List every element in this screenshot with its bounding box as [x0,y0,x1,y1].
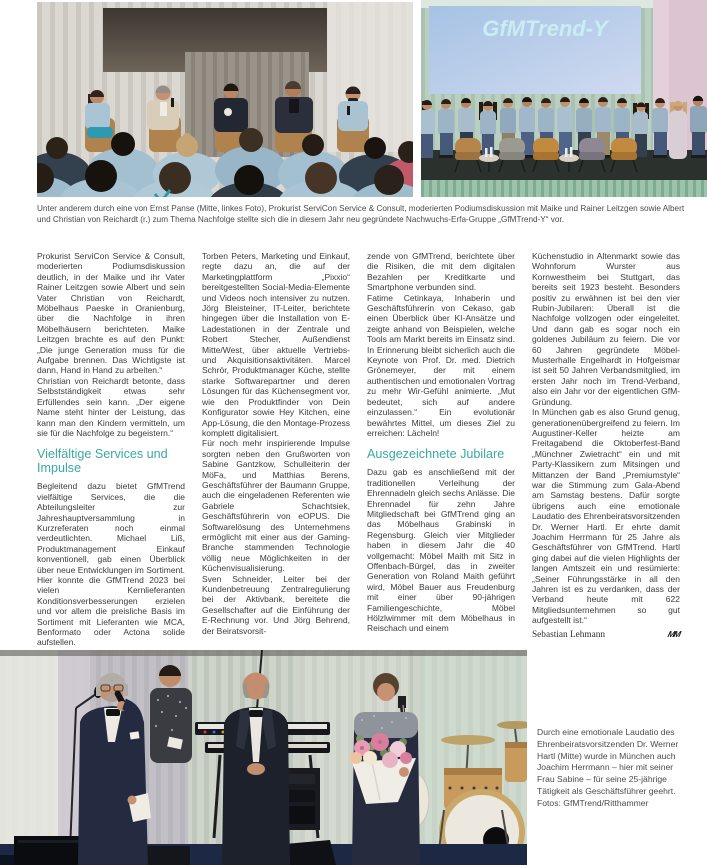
article-column-2 [202,251,350,648]
article-paragraph: Fatime Cetinkaya, Inhaberin und Geschäftsführerin von Cekaso, gab einen Überblick über KI-Ansätze und zeigte anhand von Beispielen, welche Tools am Markt bereits im Einsatz sind. In Erinnerung bleibt sicherlich auch die Keynote von Prof. Dr. med. Dietrich Grönemeyer, der mit einem authentischen und emotionalen Vortrag zu mehr Wir-Gefühl animierte. „Mut bedeutet, sich auf andere einzulassen.“ Ein evolutionär bewährtes Mittel, um dieses Ziel zu erreichen: Lächeln! [367,292,515,438]
article-body [37,251,680,648]
photo-laudatio [0,650,527,865]
article-paragraph: Christian von Reichardt betonte, dass Selbstständigkeit etwas sehr Erfüllendes sein kann. „Der eigene Name steht hinter der Leistung, das kann man den Kindern vermitteln, um sie für die Nachfolge zu begeistern.“ [37,375,185,438]
article-paragraph: Für noch mehr inspirierende Impulse sorgten neben den Grußworten von Sabine Gantzkow, Schulleiterin der MöFa, und Matthias Berens, Geschäftsführer der Baumann Gruppe, auch die eingeladenen Referenten wie Gabriele Schachtsiek, Geschäftsführerin von eOPUS. Die Softwarelösung des Unternehmens ermöglicht mit einer aus der Gaming-Branche stammenden Technologie völlig neue Möglichkeiten in der Küchenvisualisierung. [202,438,350,574]
publisher-logo-mark: MM [666,628,682,639]
article-paragraph: In München gab es also Grund genug, generationenübergreifend zu feiern. Im Augustiner-Keller heizte am Freitagabend die Oktoberfest-Band „Münchner Zwietracht“ ein und mit Party-Klassikern zum Mitsingen und Mittanzen der Band „Premiumstyle“ war die Stimmung zum Gala-Abend am Samstag bestens. Dafür sorgte übrigens auch eine emotionale Laudatio des Ehrenbeiratsvorsitzenden Dr. Werner Hartl. Er ehrte damit Joachim Herrmann für 25 Jahre als Geschäftsführer von GfMTrend. Hartl ging dabei auf die vielen Highlights der langen Amtszeit ein und resümierte: „Seiner Führungsstärke in all den Jahren ist es zu verdanken, dass der Verband heute mit 622 Mitgliedsunternehmen so gut aufgestellt ist.“ [532,407,680,626]
top-photo-caption: Unter anderem durch eine von Ernst Panse (Mitte, linkes Foto), Prokurist ServiCon Service & Consult, moderierten Podiumsdiskussion mit Maike und Rainer Leitzgen sowie Albert und Christian von Reichardt (r.) zum Thema Nachfolge stellte sich die in diesem Jahr neu gegründete Nachwuchs-Erfa-Gruppe „GfMTrend-Y“ vor. [37,204,685,224]
article-paragraph: zende von GfMTrend, berichtete über die Risiken, die mit dem digitalen Bezahlen per Kreditkarte und Smartphone verbunden sind. [367,251,515,293]
photo-gfmtrend-y-group [421,0,707,197]
article-paragraph: Prokurist ServiCon Service & Consult, moderierten Podiumsdiskussion deutlich, in der Maike und ihr Vater Rainer Leitzgen sowie Albert und sein Vater Christian von Reichardt, Möbelhaus Paeske in Oranienburg, über die Nachfolge in ihren Möbelhäusern berichteten. Maike Leitzgen brachte es auf den Punkt: „Die junge Generation muss für die Aufgabe brennen. Das Wichtigste ist dann, Hand in Hand zu arbeiten.“ [37,251,185,376]
subheading-services: Vielfältige Services und Impulse [37,447,168,476]
article-paragraph: Dazu gab es anschließend mit der traditionellen Verleihung der Ehrennadeln gleich sechs Anlässe. Die Ehrennadel für zehn Jahre Mitgliedschaft bei GfMTrend ging an das Möbelhaus Grabinski in Regensburg. Gleich vier Mitglieder haben in diesem Jahr die 40 vollgemacht: Möbel Maith mit Sitz in Offenbach-Bürgel, das in zweiter Generation von Roland Maith geführt wird, Möbel Bauer aus Freudenburg mit einer über 90-jährigen Familiengeschichte, Möbel Hölzlwimmer mit dem Möbelhaus in Reischach und einem [367,467,515,634]
laudatio-illustration [0,650,527,865]
byline-row [532,629,680,640]
bottom-photo-caption: Durch eine emotionale Laudatio des Ehrenbeiratsvorsitzenden Dr. Werner Hartl (Mitte) wurde in München auch Joachim Herrmann – hier mit seiner Frau Sabine – für seine 25-jährige Tätigkeit als Geschäftsführer geehrt. Fotos: GfMTrend/Ritthammer [537,727,679,808]
group-photo-illustration [421,0,707,197]
article-paragraph: Küchenstudio in Altenmarkt sowie das Wohnforum Wurster aus Kornwestheim bei Stuttgart, das bereits seit 1923 besteht. Besonders positiv zu erwähnen ist bei den vier Rubin-Jubilaren: Überall ist die Nachfolge vollzogen oder eingeleitet. Und dann gab es sogar noch ein goldenes Jubiläum zu feiern. Die vor 60 Jahren gegründete Möbel-Musterhalle Engelhardt in Hofgeismar ist seit 50 Jahren Verbandsmitglied, im ersten Jahr noch im Trend-Verband, also ein Jahr vor der eigentlichen GfM-Gründung. [532,251,680,407]
article-column-1 [37,251,185,648]
article-paragraph: Begleitend dazu bietet GfMTrend vielfältige Services, die die Abteilungsleiter zur Jahreshauptversammlung in Kurzreferaten noch einmal verdeutlichten. Michael Liß, Produktmanagement Einkauf konventionell, gab einen Überblick über neue Entwicklungen im Sortiment. Hier konnte die GfMTrend 2023 bei vielen Kernlieferanten Konditionsverbesserungen erzielen und vor allem die preisliche Basis im Sortiment mit Lieferanten wie MCA, Benformato oder Actona solide aufstellen. [37,481,185,648]
projection-screen [429,6,641,94]
screen-logo-text: GfMTrend-Y [482,16,608,41]
article-column-3 [367,251,515,648]
subheading-jubilare: Ausgezeichnete Jubilare [367,447,505,462]
panel-discussion-illustration [37,2,413,197]
article-paragraph: Sven Schneider, Leiter bei der Kundenbetreuung Zentralregulierung bei der Aktivbank, bereitete die Gesellschafter auf die Einführung der E-Rechnung vor. Und Jörg Behrend, der Beiratsvorsit- [202,573,350,636]
stage-front [421,180,707,197]
article-column-4 [532,251,680,648]
article-paragraph: Torben Peters, Marketing und Einkauf, regte dazu an, die auf der Marketingplattform „Pixxio“ bereitgestellten Social-Media-Elemente und Videos noch intensiver zu nutzen. Jörg Bleisteiner, IT-Leiter, berichtete hingegen über die Installation von E-Ladestationen in der Zentrale und Robert Stecher, Außendienst Mitte/West, über aktuelle Vertriebs- und Akquisitionsaktivitäten. Marcel Schrör, Produktmanager Küche, stellte starke Softwarepartner und deren Lösungen für das Küchensegment vor, wie den Produktfinder von Dein Konfigurator sowie Hey Kitchen, eine App-Lösung, die den Montage-Prozess komplett digitalisiert. [202,251,350,438]
photo-panel-discussion [37,2,413,197]
author-byline: Sebastian Lehmann [532,629,606,640]
